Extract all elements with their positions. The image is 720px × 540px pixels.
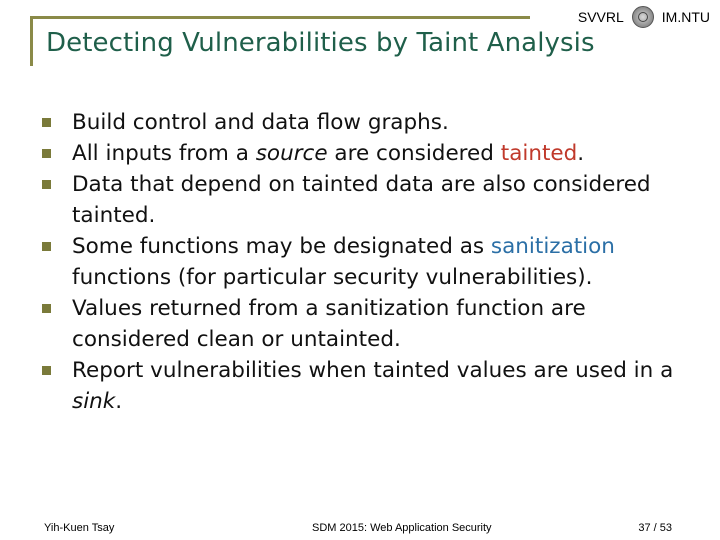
bullet-text: .	[577, 141, 585, 166]
bullet-item	[40, 355, 700, 417]
footer-author: Yih-Kuen Tsay	[44, 522, 115, 534]
bullet-item	[40, 231, 700, 293]
footer-course: SDM 2015: Web Application Security	[312, 522, 492, 534]
bullet-text: functions (for particular security vulnerabilities).	[72, 265, 593, 290]
title-rule-vertical	[30, 16, 33, 66]
bullet-square-icon	[42, 118, 51, 127]
bullet-emphasis: source	[255, 141, 328, 166]
footer-page-number: 37 / 53	[638, 522, 672, 534]
highlight-tainted: tainted	[500, 141, 578, 166]
bullet-square-icon	[42, 304, 51, 313]
bullet-square-icon	[42, 366, 51, 375]
bullet-text: Data that depend on tainted data are also considered tainted.	[72, 172, 651, 228]
bullet-text: Values returned from a sanitization function are considered clean or untainted.	[72, 296, 586, 352]
bullet-text: Build control and data flow graphs.	[72, 110, 449, 135]
bullet-square-icon	[42, 149, 51, 158]
slide-footer	[0, 522, 720, 540]
bullet-item	[40, 138, 700, 169]
header-affiliation	[578, 6, 710, 28]
header-imntu: IM.NTU	[661, 9, 710, 25]
bullet-text: are considered	[327, 141, 501, 166]
bullet-text: All inputs from a	[72, 141, 256, 166]
bullet-square-icon	[42, 180, 51, 189]
slide-title: Detecting Vulnerabilities by Taint Analysis	[46, 28, 595, 58]
highlight-sanitization: sanitization	[490, 234, 615, 259]
bullet-text: Some functions may be designated as	[72, 234, 491, 259]
bullet-list	[40, 107, 700, 417]
bullet-item	[40, 293, 700, 355]
bullet-text: Report vulnerabilities when tainted values are used in a	[72, 358, 674, 383]
bullet-square-icon	[42, 242, 51, 251]
title-rule-horizontal	[32, 16, 530, 19]
university-seal-icon	[632, 6, 654, 28]
bullet-emphasis: sink	[72, 389, 116, 414]
bullet-text: .	[115, 389, 123, 414]
header-svvrl: SVVRL	[577, 9, 624, 25]
bullet-item	[40, 169, 700, 231]
bullet-item	[40, 107, 700, 138]
